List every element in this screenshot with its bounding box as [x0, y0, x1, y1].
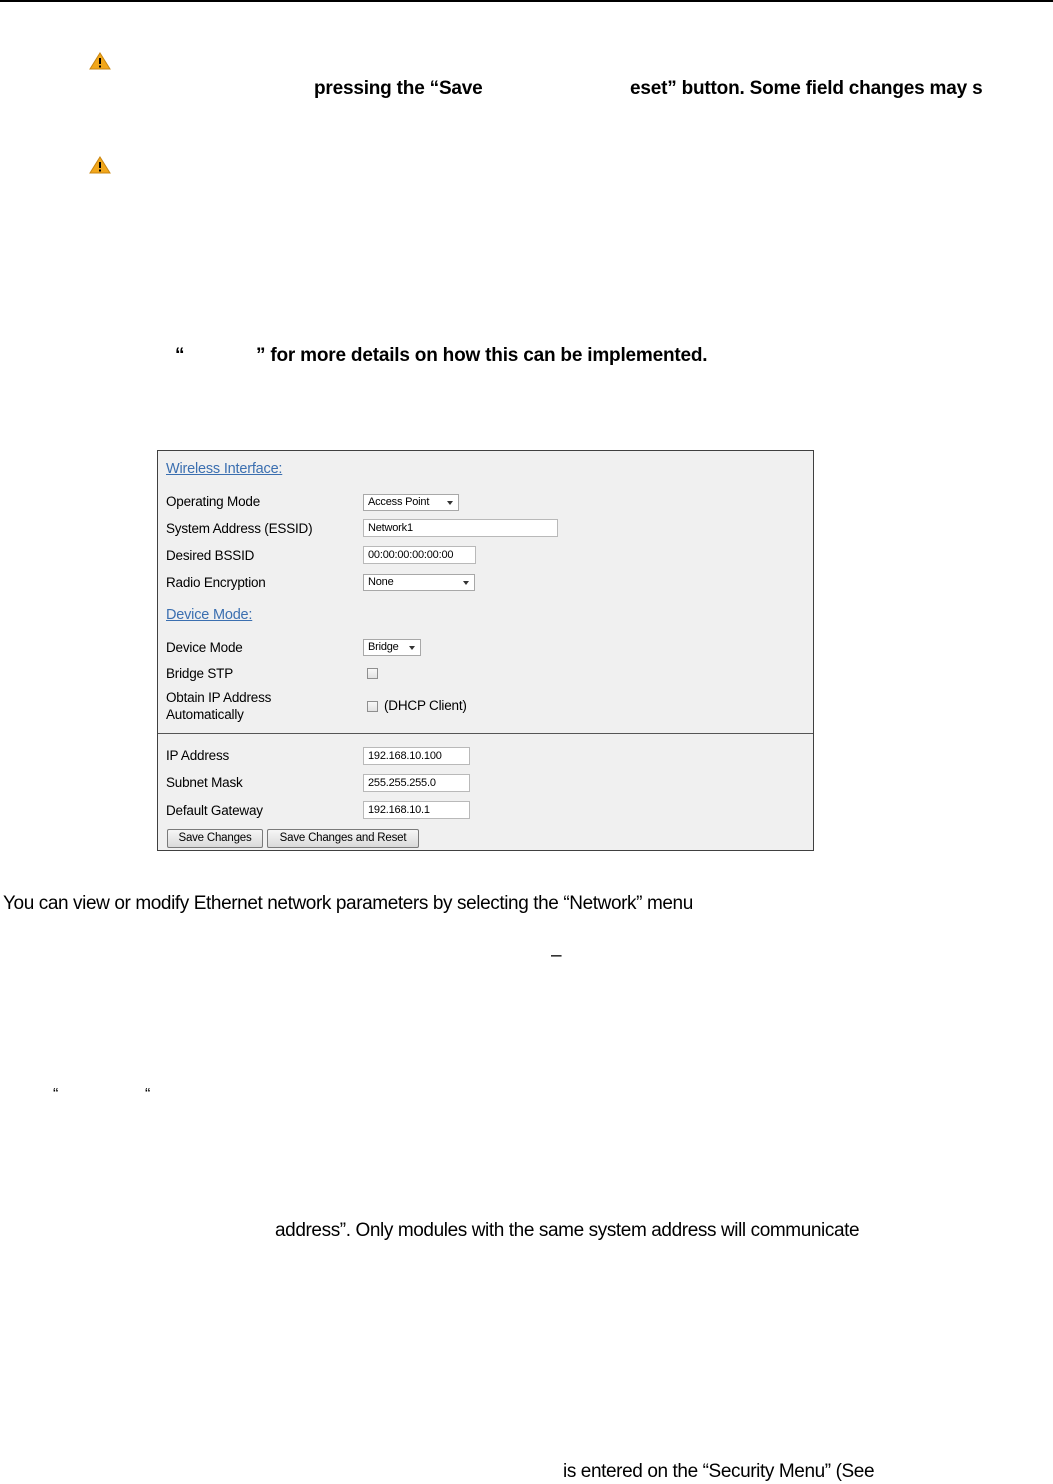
default-gateway-input[interactable]: 192.168.10.1 — [363, 801, 470, 819]
subnet-mask-input[interactable]: 255.255.255.0 — [363, 774, 470, 792]
ip-address-input[interactable]: 192.168.10.100 — [363, 747, 470, 765]
save-changes-and-reset-button[interactable]: Save Changes and Reset — [267, 829, 419, 848]
operating-mode-select[interactable] — [363, 494, 459, 511]
chevron-down-icon — [463, 581, 469, 585]
obtain-ip-label-line2: Automatically — [166, 707, 244, 722]
security-menu-text: is entered on the “Security Menu” (See — [563, 1461, 875, 1482]
network-settings-panel — [157, 450, 814, 851]
operating-mode-label: Operating Mode — [166, 494, 261, 509]
default-gateway-label: Default Gateway — [166, 803, 263, 818]
device-mode-label: Device Mode — [166, 640, 243, 655]
warning-text-1a: pressing the “Save — [314, 78, 483, 99]
operating-mode-value: Access Point — [368, 496, 430, 508]
subnet-mask-label: Subnet Mask — [166, 775, 243, 790]
save-changes-button[interactable]: Save Changes — [167, 829, 263, 848]
chevron-down-icon — [409, 646, 415, 650]
radio-encryption-label: Radio Encryption — [166, 575, 266, 590]
device-mode-value: Bridge — [368, 641, 399, 653]
quote-fragment-b: “ — [145, 1086, 151, 1103]
quote-fragment-a: “ — [53, 1086, 59, 1103]
essid-input[interactable]: Network1 — [363, 519, 558, 537]
wireless-interface-heading: Wireless Interface: — [166, 461, 283, 477]
dhcp-client-checkbox[interactable] — [367, 701, 378, 712]
dash-fragment: – — [551, 945, 562, 966]
warning-triangle-icon — [89, 52, 111, 70]
details-quote-open: “ — [175, 345, 185, 366]
ip-address-label: IP Address — [166, 748, 230, 763]
warning-triangle-icon — [89, 156, 111, 174]
essid-label: System Address (ESSID) — [166, 521, 313, 536]
system-address-text: address”. Only modules with the same system address will communicate — [275, 1220, 860, 1241]
bssid-label: Desired BSSID — [166, 548, 255, 563]
top-rule — [0, 0, 1053, 2]
obtain-ip-label-line1: Obtain IP Address — [166, 690, 272, 705]
bridge-stp-checkbox[interactable] — [367, 668, 378, 679]
network-intro-text: You can view or modify Ethernet network parameters by selecting the “Network” menu — [3, 893, 693, 914]
details-text: ” for more details on how this can be implemented. — [256, 345, 708, 366]
bssid-input[interactable]: 00:00:00:00:00:00 — [363, 546, 476, 564]
device-mode-select[interactable] — [363, 639, 421, 656]
warning-text-1b: eset” button. Some field changes may s — [630, 78, 983, 99]
dhcp-client-label: (DHCP Client) — [384, 698, 467, 713]
panel-divider — [158, 733, 813, 734]
bridge-stp-label: Bridge STP — [166, 666, 234, 681]
radio-encryption-value: None — [368, 576, 394, 588]
device-mode-heading: Device Mode: — [166, 607, 253, 623]
chevron-down-icon — [447, 501, 453, 505]
radio-encryption-select[interactable] — [363, 574, 475, 591]
